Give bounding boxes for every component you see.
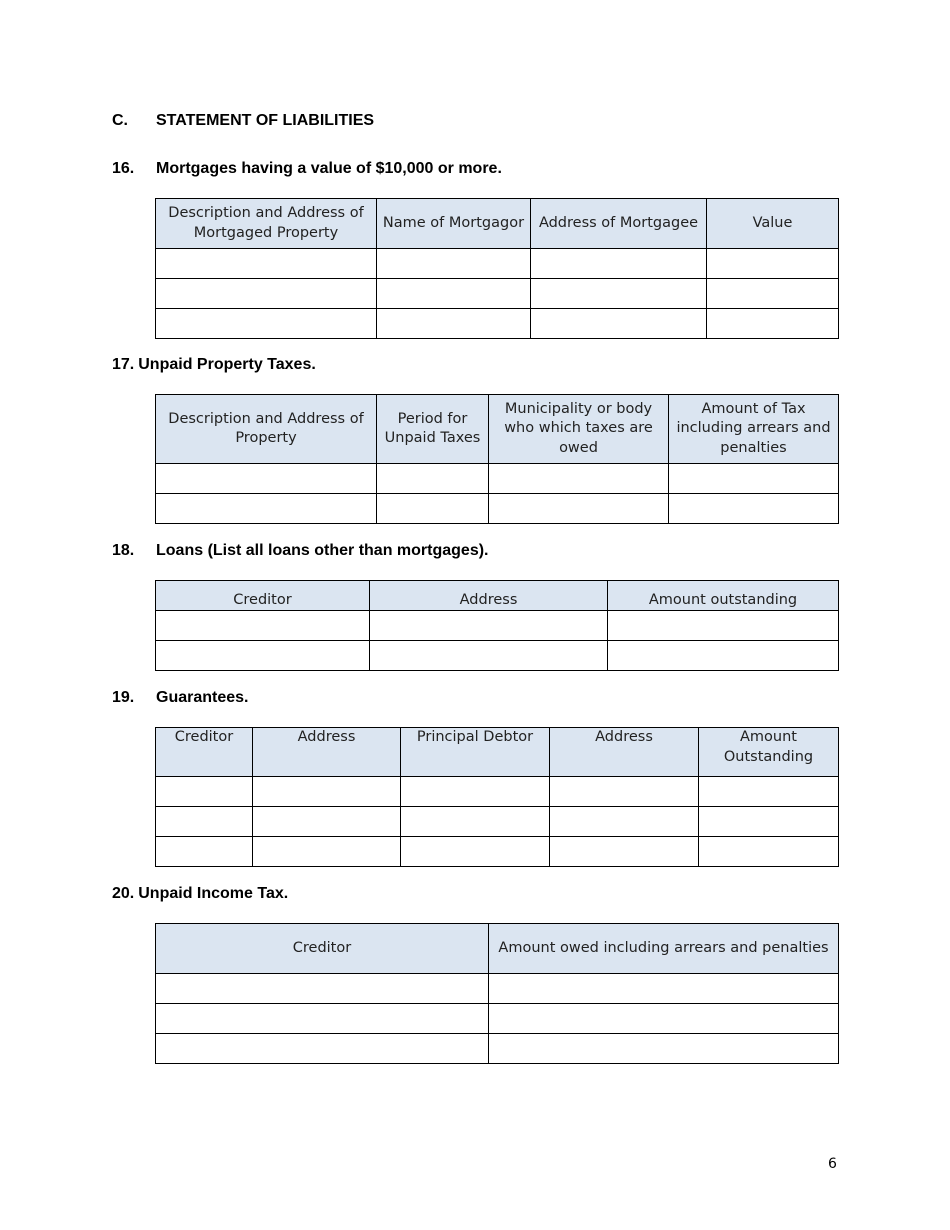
mortgages-row <box>156 309 839 339</box>
guarantees-header-creditor: Creditor <box>156 728 253 777</box>
income-tax-header-creditor: Creditor <box>156 924 489 974</box>
table-cell[interactable] <box>377 464 489 494</box>
guarantees-row <box>156 777 839 807</box>
table-cell[interactable] <box>489 494 669 524</box>
mortgages-row <box>156 279 839 309</box>
property-taxes-row <box>156 494 839 524</box>
q19-title: Guarantees. <box>156 689 249 706</box>
table-cell[interactable] <box>377 279 531 309</box>
table-cell[interactable] <box>156 249 377 279</box>
table-cell[interactable] <box>156 777 253 807</box>
q20-number: 20. <box>112 885 135 902</box>
page-number: 6 <box>828 1156 837 1172</box>
q16-number: 16. <box>112 160 135 177</box>
q16-title: Mortgages having a value of $10,000 or more. <box>156 160 502 177</box>
q19-heading <box>112 689 248 707</box>
q17-heading <box>112 356 316 374</box>
table-cell[interactable] <box>489 464 669 494</box>
taxes-header-municipality: Municipality or body who which taxes are owed <box>489 395 669 464</box>
loans-header-amount: Amount outstanding <box>608 581 839 611</box>
table-cell[interactable] <box>377 309 531 339</box>
table-cell[interactable] <box>531 309 707 339</box>
table-cell[interactable] <box>156 837 253 867</box>
table-cell[interactable] <box>531 249 707 279</box>
table-cell[interactable] <box>699 777 839 807</box>
loans-row <box>156 641 839 671</box>
guarantees-header-debtor-address: Address <box>550 728 699 777</box>
q16-heading <box>112 160 502 178</box>
table-cell[interactable] <box>550 807 699 837</box>
table-cell[interactable] <box>156 611 370 641</box>
table-cell[interactable] <box>156 279 377 309</box>
taxes-header-period: Period for Unpaid Taxes <box>377 395 489 464</box>
table-cell[interactable] <box>156 1004 489 1034</box>
q20-heading <box>112 885 288 903</box>
income-tax-table <box>155 923 839 1064</box>
q20-title: Unpaid Income Tax. <box>138 885 289 902</box>
mortgages-row <box>156 249 839 279</box>
table-cell[interactable] <box>156 464 377 494</box>
table-cell[interactable] <box>156 1034 489 1064</box>
table-cell[interactable] <box>156 974 489 1004</box>
income-tax-header-amount: Amount owed including arrears and penalties <box>489 924 839 974</box>
income-tax-row <box>156 1004 839 1034</box>
taxes-header-description: Description and Address of Property <box>156 395 377 464</box>
q19-number: 19. <box>112 689 135 706</box>
table-cell[interactable] <box>550 777 699 807</box>
guarantees-header-amount: Amount Outstanding <box>699 728 839 777</box>
section-letter: C. <box>112 112 128 129</box>
mortgages-header-mortgagee-address: Address of Mortgagee <box>531 199 707 249</box>
table-cell[interactable] <box>608 641 839 671</box>
table-cell[interactable] <box>707 279 839 309</box>
table-cell[interactable] <box>401 837 550 867</box>
table-cell[interactable] <box>253 837 401 867</box>
table-cell[interactable] <box>370 611 608 641</box>
taxes-header-amount: Amount of Tax including arrears and penalties <box>669 395 839 464</box>
income-tax-row <box>156 1034 839 1064</box>
loans-table <box>155 580 839 671</box>
table-cell[interactable] <box>156 494 377 524</box>
table-cell[interactable] <box>156 807 253 837</box>
table-cell[interactable] <box>489 974 839 1004</box>
income-tax-row <box>156 974 839 1004</box>
q18-heading <box>112 542 488 560</box>
property-taxes-table <box>155 394 839 524</box>
table-cell[interactable] <box>489 1034 839 1064</box>
loans-row <box>156 611 839 641</box>
table-cell[interactable] <box>401 807 550 837</box>
section-heading <box>112 112 374 130</box>
table-cell[interactable] <box>707 309 839 339</box>
table-cell[interactable] <box>608 611 839 641</box>
loans-header-address: Address <box>370 581 608 611</box>
section-title: STATEMENT OF LIABILITIES <box>156 112 375 129</box>
table-cell[interactable] <box>550 837 699 867</box>
q17-title: Unpaid Property Taxes. <box>138 356 316 373</box>
mortgages-header-mortgagor: Name of Mortgagor <box>377 199 531 249</box>
table-cell[interactable] <box>377 494 489 524</box>
q18-title: Loans (List all loans other than mortgages). <box>156 542 489 559</box>
table-cell[interactable] <box>489 1004 839 1034</box>
table-cell[interactable] <box>401 777 550 807</box>
guarantees-row <box>156 837 839 867</box>
table-cell[interactable] <box>669 464 839 494</box>
guarantees-header-principal-debtor: Principal Debtor <box>401 728 550 777</box>
table-cell[interactable] <box>699 837 839 867</box>
q17-number: 17. <box>112 356 135 373</box>
table-cell[interactable] <box>156 641 370 671</box>
table-cell[interactable] <box>377 249 531 279</box>
table-cell[interactable] <box>669 494 839 524</box>
guarantees-row <box>156 807 839 837</box>
mortgages-table <box>155 198 839 339</box>
q18-number: 18. <box>112 542 135 559</box>
guarantees-table <box>155 727 839 867</box>
guarantees-header-address: Address <box>253 728 401 777</box>
table-cell[interactable] <box>253 777 401 807</box>
table-cell[interactable] <box>707 249 839 279</box>
table-cell[interactable] <box>156 309 377 339</box>
table-cell[interactable] <box>253 807 401 837</box>
table-cell[interactable] <box>531 279 707 309</box>
property-taxes-row <box>156 464 839 494</box>
mortgages-header-value: Value <box>707 199 839 249</box>
table-cell[interactable] <box>699 807 839 837</box>
mortgages-header-description: Description and Address of Mortgaged Property <box>156 199 377 249</box>
loans-header-creditor: Creditor <box>156 581 370 611</box>
table-cell[interactable] <box>370 641 608 671</box>
